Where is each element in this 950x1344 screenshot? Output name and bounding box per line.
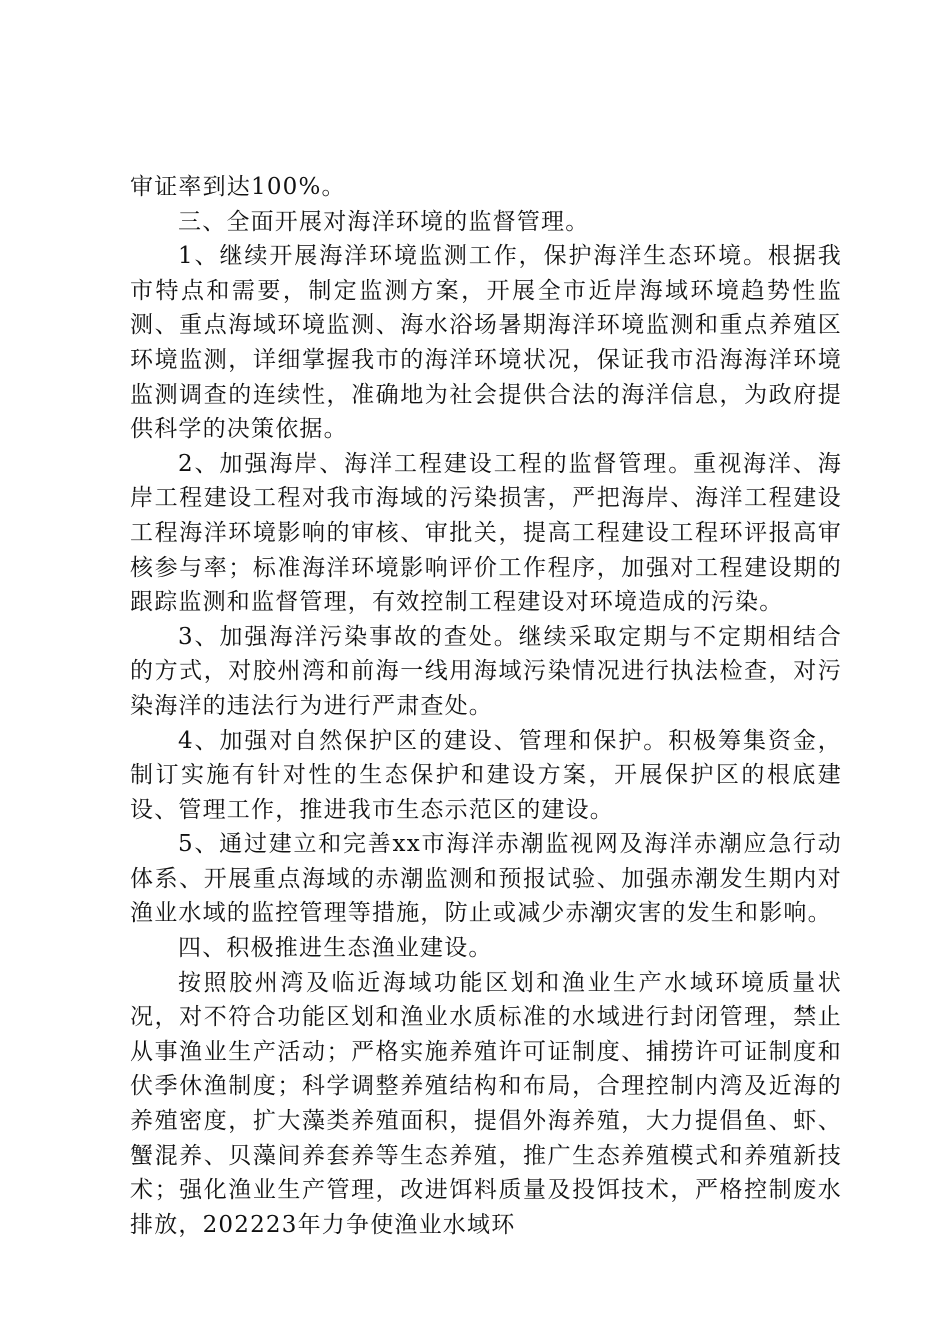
paragraph: 4、加强对自然保护区的建设、管理和保护。积极筹集资金，制订实施有针对性的生态保护和建设方案，开展保护区的根底建设、管理工作，推进我市生态示范区的建设。 <box>130 727 842 823</box>
paragraph: 3、加强海洋污染事故的查处。继续采取定期与不定期相结合的方式，对胶州湾和前海一线用海域污染情况进行执法检查，对污染海洋的违法行为进行严肃查处。 <box>130 623 842 719</box>
document-body <box>130 170 842 1242</box>
paragraph: 审证率到达100%。 <box>130 174 346 200</box>
paragraph: 按照胶州湾及临近海域功能区划和渔业生产水域环境质量状况，对不符合功能区划和渔业水质标准的水域进行封闭管理，禁止从事渔业生产活动；严格实施养殖许可证制度、捕捞许可证制度和伏季休渔制度；科学调整养殖结构和布局，合理控制内湾及近海的养殖密度，扩大藻类养殖面积，提倡外海养殖，大力提倡鱼、虾、蟹混养、贝藻间养套养等生态养殖，推广生态养殖模式和养殖新技术；强化渔业生产管理，改进饵料质量及投饵技术，严格控制废水排放，202223年力争使渔业水域环 <box>130 969 842 1238</box>
section-heading: 三、全面开展对海洋环境的监督管理。 <box>178 208 590 235</box>
paragraph: 5、通过建立和完善xx市海洋赤潮监视网及海洋赤潮应急行动体系、开展重点海域的赤潮监测和预报试验、加强赤潮发生期内对渔业水域的监控管理等措施，防止或减少赤潮灾害的发生和影响。 <box>130 831 842 927</box>
paragraph: 1、继续开展海洋环境监测工作，保护海洋生态环境。根据我市特点和需要，制定监测方案，开展全市近岸海域环境趋势性监测、重点海域环境监测、海水浴场暑期海洋环境监测和重点养殖区环境监测，详细掌握我市的海洋环境状况，保证我市沿海海洋环境监测调查的连续性，准确地为社会提供合法的海洋信息，为政府提供科学的决策依据。 <box>130 243 842 443</box>
section-heading: 四、积极推进生态渔业建设。 <box>178 935 493 962</box>
paragraph: 2、加强海岸、海洋工程建设工程的监督管理。重视海洋、海岸工程建设工程对我市海域的污染损害，严把海岸、海洋工程建设工程海洋环境影响的审核、审批关，提高工程建设工程环评报高审核参与率；标准海洋环境影响评价工作程序，加强对工程建设期的跟踪监测和监督管理，有效控制工程建设对环境造成的污染。 <box>130 450 842 616</box>
